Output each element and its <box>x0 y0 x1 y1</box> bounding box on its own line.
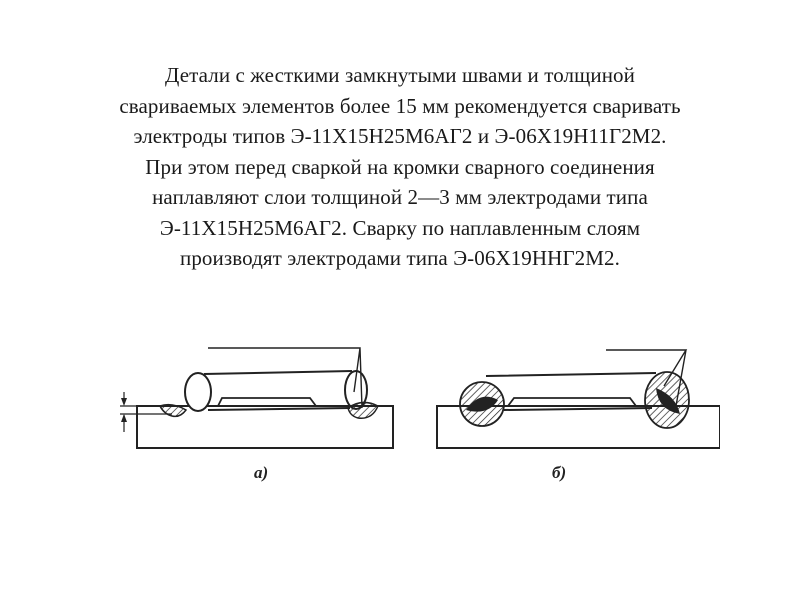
text-line-3: электроды типов Э-11Х15Н25М6АГ2 и Э-06Х19Н11Г2М2. <box>133 124 667 148</box>
panel-b-label: б) <box>552 463 567 482</box>
panel-a-cylinder-body <box>204 371 352 410</box>
panel-a-dimension-arrow-bottom <box>121 414 127 422</box>
panel-a-label: а) <box>254 463 269 482</box>
text-line-5: наплавляют слои толщиной 2—3 мм электродами типа <box>152 185 648 209</box>
panel-b-groove <box>508 398 636 406</box>
panel-b-cylinder-body <box>486 373 656 410</box>
panel-a-leader <box>208 348 362 408</box>
panel-b-drawing <box>437 350 720 482</box>
text-line-2: свариваемых элементов более 15 мм рекомендуется сваривать <box>119 93 681 118</box>
panel-a-dimension-arrow-top <box>121 398 127 406</box>
body-paragraph <box>40 60 760 274</box>
text-line-4: При этом перед сваркой на кромки сварного соединения <box>145 154 655 179</box>
panel-a-cylinder-left-end <box>185 373 211 411</box>
panel-a-drawing <box>120 348 393 482</box>
panel-a-groove <box>218 398 316 406</box>
weld-joint-drawing <box>110 340 720 500</box>
text-line-6: Э-11Х15Н25М6АГ2. Сварку по наплавленным слоям <box>159 215 641 240</box>
weld-joint-figure <box>110 340 720 500</box>
text-line-1: Детали с жесткими замкнутыми швами и толщиной <box>165 63 635 87</box>
text-line-7: производят электродами типа Э-06Х19ННГ2М2. <box>179 246 621 270</box>
